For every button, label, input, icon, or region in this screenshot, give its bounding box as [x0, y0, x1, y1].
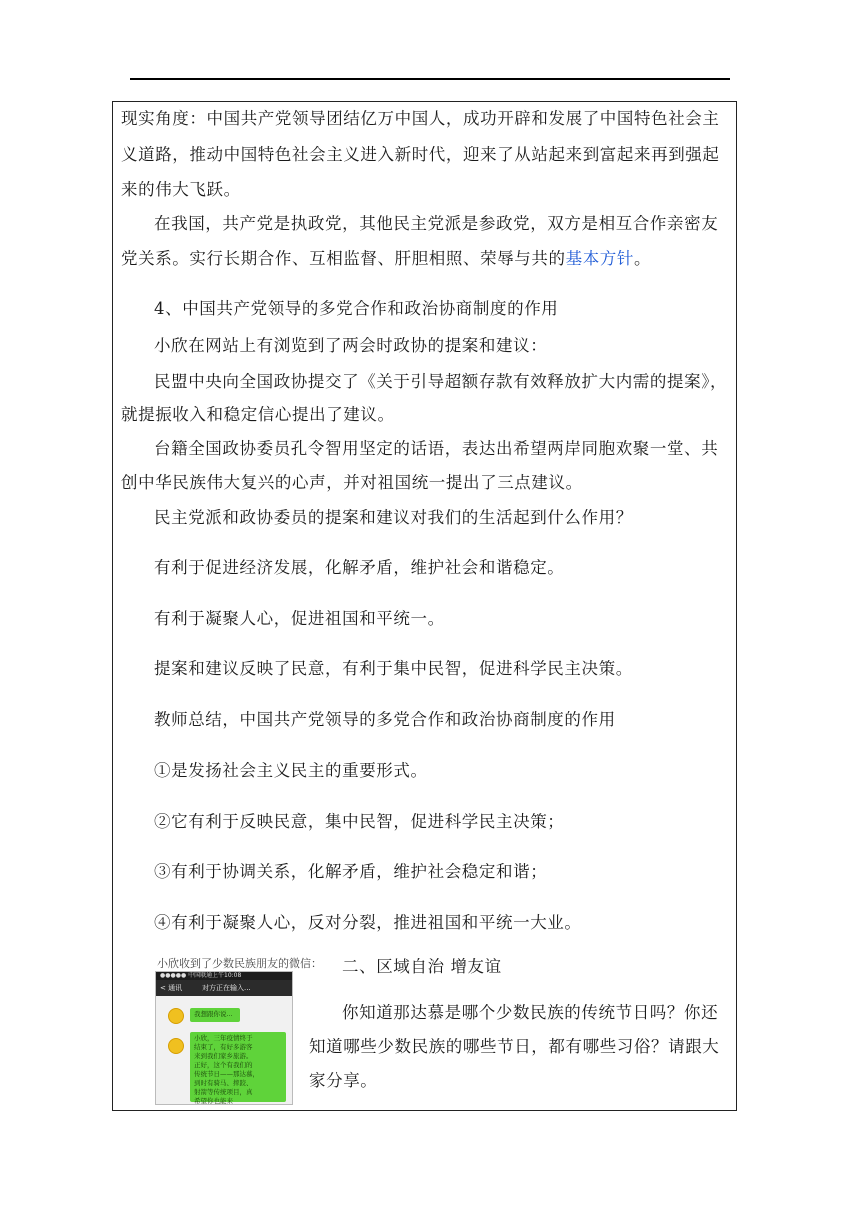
wechat-screenshot-image — [153, 953, 322, 1105]
paragraph-line: 知道哪些少数民族的哪些节日，都有哪些习俗？请跟大 — [309, 1037, 720, 1056]
chat-title: 对方正在输入... — [202, 984, 251, 992]
chat-bubble-line: 正好，这个有我们的 — [194, 1061, 253, 1069]
answer-line: 提案和建议反映了民意，有利于集中民智，促进科学民主决策。 — [154, 659, 633, 678]
paragraph-line: 义道路，推动中国特色社会主义进入新时代，迎来了从站起来到富起来再到强起 — [121, 145, 720, 164]
chat-bubble-line: 来到我们家乡旅游。 — [194, 1052, 253, 1060]
paragraph-text: 。 — [634, 249, 652, 268]
paragraph-line: 你知道那达慕是哪个少数民族的传统节日吗？你还 — [342, 1003, 719, 1022]
avatar-icon — [168, 1008, 184, 1024]
section-heading: 二、区域自治 增友谊 — [342, 957, 502, 976]
paragraph-line — [121, 247, 651, 271]
phone-screen — [155, 971, 293, 1105]
summary-item: ②它有利于反映民意，集中民智，促进科学民主决策； — [154, 812, 565, 831]
header-rule — [130, 78, 730, 80]
chat-bubble-line: 小欣，三年疫情终于 — [194, 1034, 253, 1042]
summary-item: ④有利于凝聚人心，反对分裂，推进祖国和平统一大业。 — [154, 913, 582, 932]
status-time: 上午10:08 — [212, 972, 242, 979]
paragraph-line: 创中华民族伟大复兴的心声，并对祖国统一提出了三点建议。 — [121, 473, 583, 492]
basic-policy-link[interactable]: 基本方针 — [565, 249, 635, 268]
paragraph-line: 就提振收入和稳定信心提出了建议。 — [121, 405, 395, 424]
paragraph-line: 小欣在网站上有浏览到了两会时政协的提案和建议： — [154, 336, 548, 355]
chat-bubble — [190, 1032, 286, 1105]
back-button: < 通讯 — [160, 984, 183, 992]
wechat-caption: 小欣收到了少数民族朋友的微信： — [157, 957, 322, 970]
chat-bubble-line: 传统节日——那达慕， — [194, 1070, 259, 1078]
answer-line: 有利于促进经济发展，化解矛盾，维护社会和谐稳定。 — [154, 558, 565, 577]
chat-bubble-line: 射箭等传统项目，真 — [194, 1088, 253, 1096]
paragraph-line: 台籍全国政协委员孔令智用坚定的话语，表达出希望两岸同胞欢聚一堂、共 — [154, 439, 719, 458]
chat-nav-bar — [156, 980, 292, 996]
answer-line: 有利于凝聚人心，促进祖国和平统一。 — [154, 609, 445, 628]
paragraph-line: 民盟中央向全国政协提交了《关于引导超额存款有效释放扩大内需的提案》， — [154, 372, 728, 391]
question-line: 民主党派和政协委员的提案和建议对我们的生活起到什么作用？ — [154, 508, 633, 527]
carrier-label: ●●●●● 中国联通 — [160, 972, 213, 979]
chat-bubble-line: 结束了，有好多游客 — [194, 1043, 253, 1051]
paragraph-line: 家分享。 — [309, 1071, 378, 1090]
summary-heading: 教师总结，中国共产党领导的多党合作和政治协商制度的作用 — [154, 710, 616, 729]
chat-bubble: 我想跟你说... — [190, 1008, 240, 1022]
paragraph-line: 在我国，共产党是执政党，其他民主党派是参政党，双方是相互合作亲密友 — [154, 214, 719, 233]
paragraph-text: 党关系。实行长期合作、互相监督、肝胆相照、荣辱与共的 — [121, 249, 566, 268]
chat-bubble-line: 到时有骑马、摔跤、 — [194, 1079, 253, 1087]
summary-item: ③有利于协调关系，化解矛盾，维护社会稳定和谐； — [154, 862, 548, 881]
status-bar — [156, 972, 292, 980]
avatar-icon — [168, 1038, 184, 1054]
paragraph-line: 来的伟大飞跃。 — [121, 180, 241, 199]
section-heading: 4、中国共产党领导的多党合作和政治协商制度的作用 — [154, 299, 559, 318]
summary-item: ①是发扬社会主义民主的重要形式。 — [154, 761, 428, 780]
chat-bubble-line: 希望你也能来 — [194, 1097, 233, 1105]
paragraph-line: 现实角度：中国共产党领导团结亿万中国人，成功开辟和发展了中国特色社会主 — [121, 109, 720, 128]
